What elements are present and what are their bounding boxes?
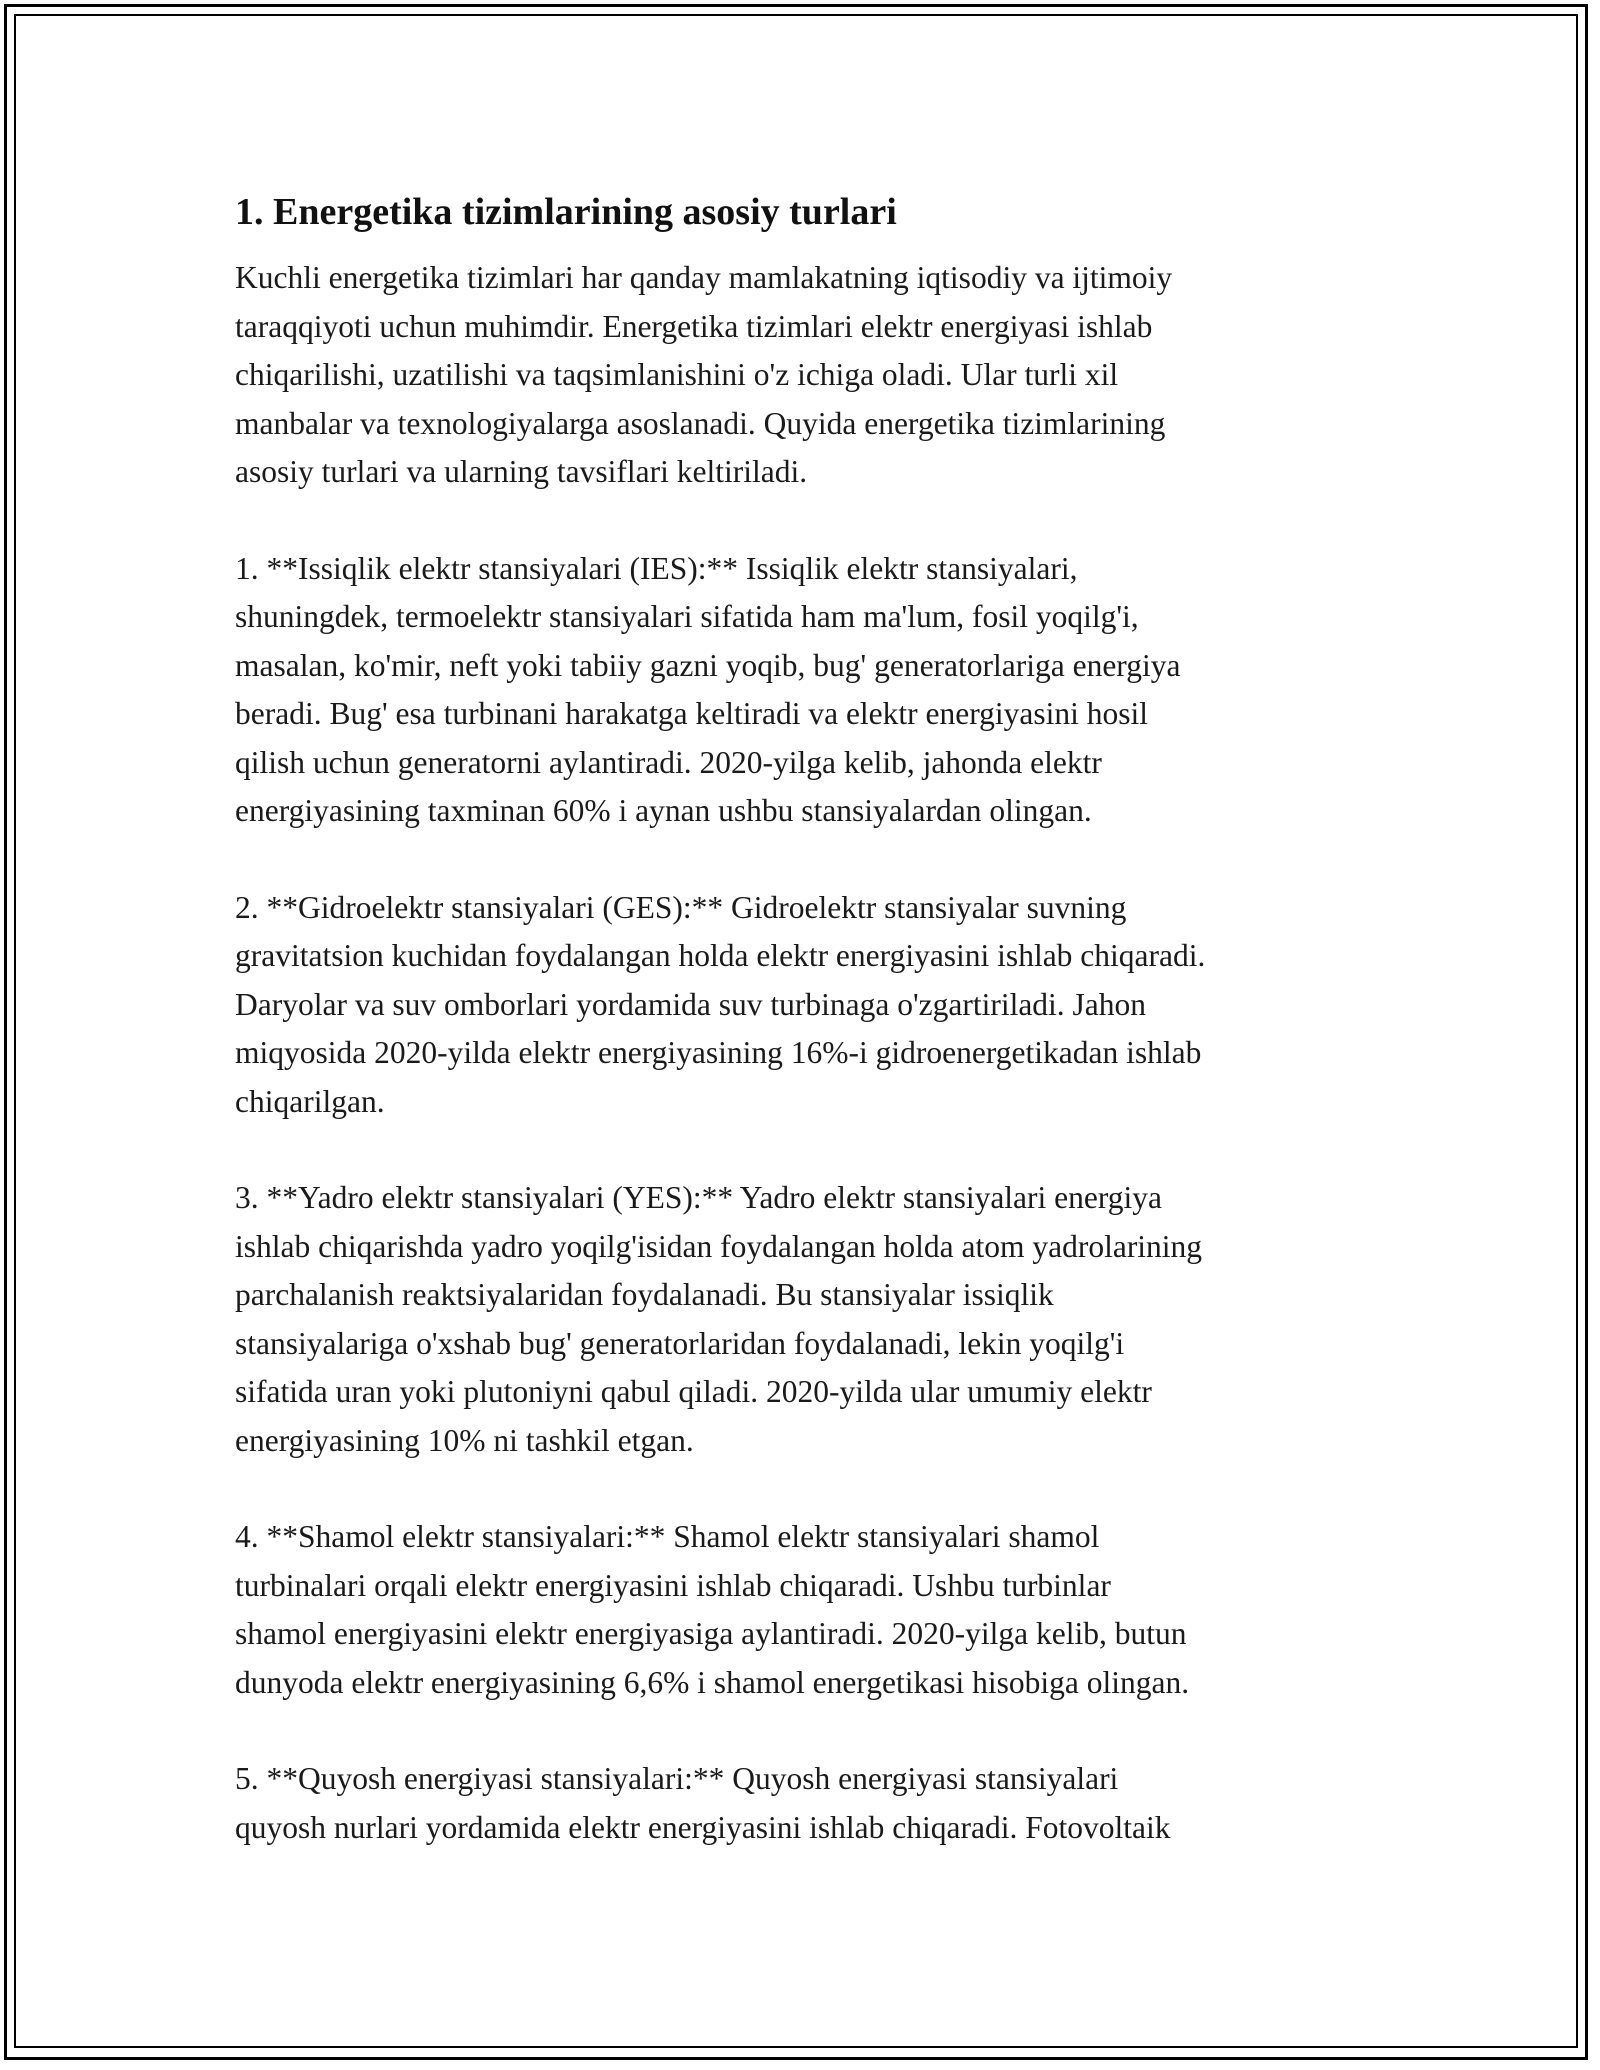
paragraph-thermal-plants: 1. **Issiqlik elektr stansiyalari (IES):** Issiqlik elektr stansiyalari, shuningdek, termoelektr stansiyalari sifatida ham ma'lum, fosil yoqilg'i, masalan, ko'mir, neft yoki tabiiy gazni yoqib, bug' generatorlariga energiya beradi. Bug' esa turbinani harakatga keltiradi va elektr energiyasini hosil qilish uchun generatorni aylantiradi. 2020-yilga kelib, jahonda elektr energiyasining taxminan 60% i aynan ushbu stansiyalardan olingan. — [235, 550, 1181, 828]
paragraph-nuclear-plants: 3. **Yadro elektr stansiyalari (YES):** Yadro elektr stansiyalari energiya ishlab chiqarishda yadro yoqilg'isidan foydalangan holda atom yadrolarining parchalanish reaktsiyalaridan foydalanadi. Bu stansiyalar issiqlik stansiyalariga o'xshab bug' generatorlaridan foydalanadi, lekin yoqilg'i sifatida uran yoki plutoniyni qabul qiladi. 2020-yilda ular umumiy elektr energiyasining 10% ni tashkil etgan. — [235, 1180, 1203, 1458]
paragraph-solar-plants: 5. **Quyosh energiyasi stansiyalari:** Quyosh energiyasi stansiyalari quyosh nurlari yordamida elektr energiyasini ishlab chiqaradi. Fotovoltaik — [235, 1761, 1171, 1845]
document-body — [235, 186, 1375, 1900]
paragraph-wind-plants: 4. **Shamol elektr stansiyalari:** Shamol elektr stansiyalari shamol turbinalari orqali elektr energiyasini ishlab chiqaradi. Ushbu turbinlar shamol energiyasini elektr energiyasiga aylantiradi. 2020-yilga kelib, butun dunyoda elektr energiyasining 6,6% i shamol energetikasi hisobiga olingan. — [235, 1519, 1190, 1700]
section-heading: 1. Energetika tizimlarining asosiy turlari — [235, 191, 897, 233]
paragraph-hydro-plants: 2. **Gidroelektr stansiyalari (GES):** Gidroelektr stansiyalar suvning gravitatsion kuchidan foydalangan holda elektr energiyasini ishlab chiqaradi. Daryolar va suv omborlari yordamida suv turbinaga o'zgartiriladi. Jahon miqyosida 2020-yilda elektr energiyasining 16%-i gidroenergetikadan ishlab chiqarilgan. — [235, 889, 1206, 1119]
intro-paragraph: Kuchli energetika tizimlari har qanday mamlakatning iqtisodiy va ijtimoiy taraqqiyoti uchun muhimdir. Energetika tizimlari elektr energiyasi ishlab chiqarilishi, uzatilishi va taqsimlanishini o'z ichiga oladi. Ular turli xil manbalar va texnologiyalarga asoslanadi. Quyida energetika tizimlarining asosiy turlari va ularning tavsiflari keltiriladi. — [235, 260, 1173, 489]
